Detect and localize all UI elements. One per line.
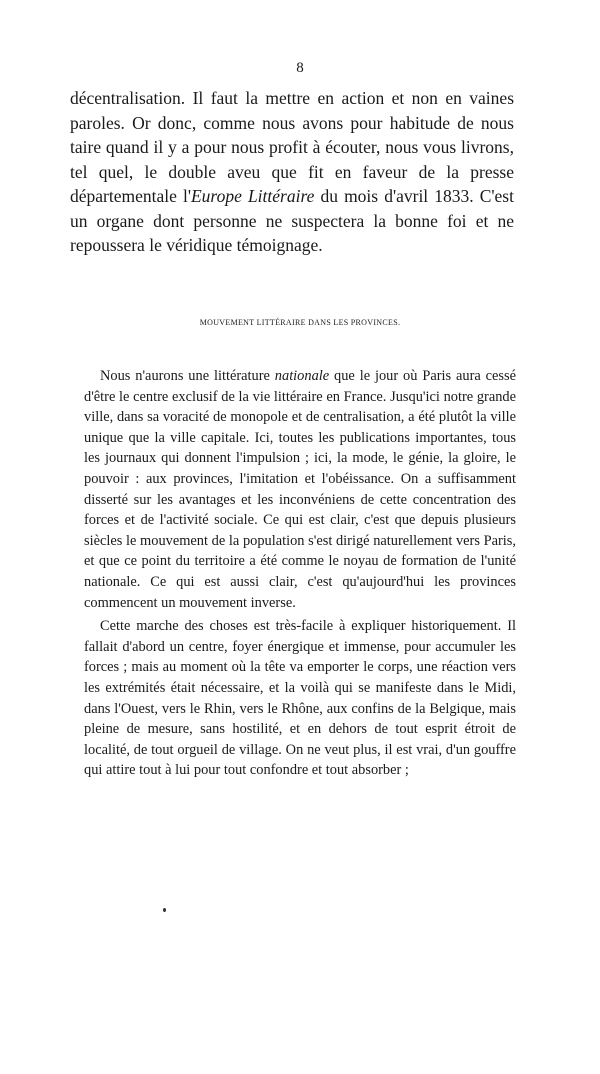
article-body (84, 366, 516, 781)
paragraph-1-start: Nous n'aurons une littérature (100, 368, 275, 384)
paragraph-2: Cette marche des choses est très-facile à expliquer historiquement. Il fallait d'abord un centre, foyer énergique et immense, pour accumuler les forces ; mais au moment où la tête va emporter le corps, une réaction vers les extrémités était nécessaire, et la voilà qui se manifeste dans le Midi, dans l'Ouest, vers le Rhin, vers le Rhône, aux confins de la Belgique, mais pleine de mesure, sans hostilité, et en dehors de tout esprit étroit de localité, de tout orgueil de village. On ne veut plus, il est vrai, d'un gouffre qui attire tout à lui pour tout confondre et tout absorber ; (84, 618, 516, 779)
section-heading: MOUVEMENT LITTÉRAIRE DANS LES PROVINCES. (199, 318, 401, 327)
intro-text-end: du mois d'avril 1833. C'est un organe dont personne ne suspectera la bonne foi et ne repoussera le véridique témoignage. (70, 186, 514, 255)
page-number: 8 (296, 60, 304, 76)
paragraph-1-end: que le jour où Paris aura cessé d'être le centre exclusif de la vie littéraire en France. Jusqu'ici notre grande ville, dans sa voracité de monopole et de centralisation, a été plutôt la ville unique que la ville capitale. Ici, toutes les publications importantes, tous les journaux qui donnent l'impulsion ; ici, la mode, le génie, la gloire, le pouvoir : aux provinces, l'imitation et l'obéissance. On a suffisamment disserté sur les avantages et les inconvéniens de cette concentration des forces et de l'activité sociale. Ce qui est clair, c'est que depuis plusieurs siècles le mouvement de la population s'est dirigé naturellement vers Paris, et que ce point du territoire a été comme le noyau de formation de l'unité nationale. Ce qui est aussi clair, c'est qu'aujourd'hui les provinces commencent un mouvement inverse. (84, 368, 516, 611)
paragraph-1 (84, 366, 516, 613)
intro-paragraph (70, 86, 514, 258)
intro-text-start: décentralisation. Il faut la mettre en action et non en vaines paroles. Or donc, comme nous avons pour habitude de nous taire quand il y a pour nous profit à écouter, nous vous livrons, tel quel, le double aveu que fit en faveur de la presse départementale l' (70, 88, 514, 206)
ink-speck (163, 908, 166, 912)
paragraph-1-emphasis: nationale (274, 368, 330, 384)
intro-journal-title: Europe Littéraire (190, 186, 315, 206)
